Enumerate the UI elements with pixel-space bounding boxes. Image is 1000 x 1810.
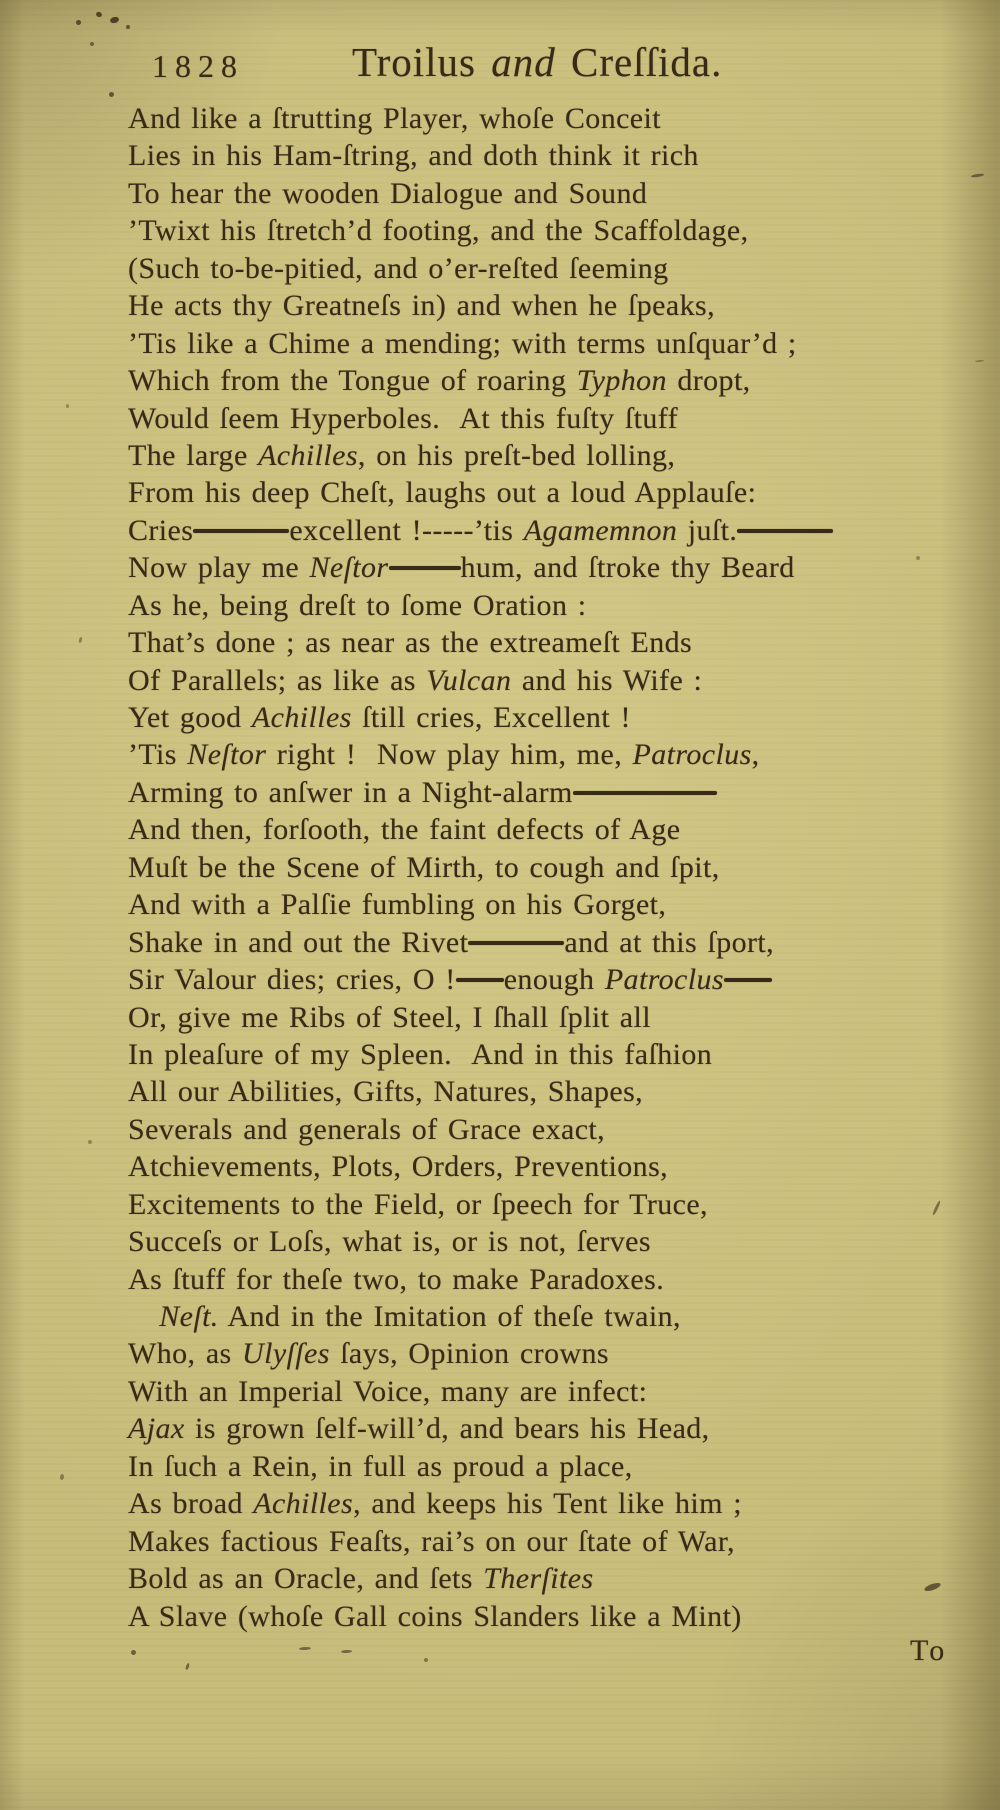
text-line: Yet good Achilles ſtill cries, Excellent ! [128,701,631,734]
text-line: In pleaſure of my Spleen. And in this faſhion [128,1037,713,1071]
text-line: Sir Valour dies; cries, O ! enough Patroclus [128,961,918,998]
text-line: Cries excellent !-----’tis Agamemnon juſt. [128,512,918,549]
text-line: A Slave (whoſe Gall coins Slanders like a Mint) [128,1599,742,1633]
text-line: Lies in his Ham-ſtring, and doth think it rich [128,139,699,173]
ink-speck [109,16,119,24]
ink-speck [424,1658,428,1662]
text-line: He acts thy Greatneſs in) and when he ſpeaks, [128,289,715,323]
text-line: As he, being dreſt to ſome Oration : [128,588,587,622]
text-line: To hear the wooden Dialogue and Sound [128,176,648,210]
text-line: Which from the Tongue of roaring Typhon dropt, [128,364,751,398]
page-number: 1828 [152,48,244,84]
ink-speck [971,173,984,178]
catchword: To [910,1634,948,1667]
ink-speck [90,42,94,46]
text-line: Now play me Neſtor hum, and ſtroke thy Beard [128,551,795,585]
text-line: The large Achilles, on his preſt-bed lolling, [128,438,676,472]
text-line: ’Tis like a Chime a mending; with terms unſquar’d ; [128,326,797,360]
text-line: Ajax is grown ſelf-will’d, and bears his Head, [128,1412,710,1446]
text-block [128,100,918,1635]
ink-speck [78,637,82,644]
ink-speck [341,1650,352,1654]
text-line: Severals and generals of Grace exact, [128,1112,606,1146]
ink-speck [975,360,984,363]
ink-speck [932,1200,941,1216]
text-line: Would ſeem Hyperboles. At this fuſty ſtuff [128,401,679,435]
text-line: ’Tis Neſtor right ! Now play him, me, Patroclus, [128,738,760,772]
text-line: Bold as an Oracle, and ſets Therſites [128,1562,594,1596]
ink-speck [131,1650,136,1655]
text-line: As ſtuff for theſe two, to make Paradoxes. [128,1262,665,1296]
text-line: Who, as Ulyſſes ſays, Opinion crowns [128,1337,610,1371]
text-line: Atchievements, Plots, Orders, Preventions, [128,1150,669,1184]
ink-speck [126,25,130,29]
ink-speck [95,11,102,18]
ink-speck [299,1647,311,1651]
ink-speck [109,92,114,97]
text-line: Muſt be the Scene of Mirth, to cough and ſpit, [128,850,720,884]
text-line: And then, forſooth, the faint defects of Age [128,813,681,847]
text-line: And like a ſtrutting Player, whoſe Conceit [128,102,661,135]
text-line: All our Abilities, Gifts, Natures, Shapes, [128,1075,644,1109]
text-line: Neſt. And in the Imitation of theſe twain, [159,1300,681,1333]
text-line: And with a Palſie fumbling on his Gorget, [128,888,667,922]
text-line: ’Twixt his ſtretch’d footing, and the Scaffoldage, [128,214,749,248]
ink-speck [88,1140,92,1144]
text-line: In ſuch a Rein, in full as proud a place, [128,1449,633,1483]
text-line: (Such to-be-pitied, and o’er-reſted ſeeming [128,251,669,285]
text-line: Excitements to the Field, or ſpeech for Truce, [128,1187,708,1221]
text-line: Of Parallels; as like as Vulcan and his Wife : [128,663,703,697]
text-line: As broad Achilles, and keeps his Tent like him ; [128,1487,742,1521]
ink-speck [185,1663,190,1671]
text-line: Arming to anſwer in a Night-alarm [128,774,918,811]
ink-speck [923,1581,941,1592]
ink-speck [60,1474,65,1481]
ink-speck [66,404,69,408]
text-line: Succeſs or Loſs, what is, or is not, ſerves [128,1225,651,1259]
text-line: Makes factious Feaſts, rai’s on our ſtate of War, [128,1524,735,1558]
text-line: From his deep Cheſt, laughs out a loud Applauſe: [128,476,757,510]
text-line: That’s done ; as near as the extreameſt Ends [128,626,693,660]
text-line: With an Imperial Voice, many are infect: [128,1374,648,1408]
ink-speck [76,20,81,25]
ink-speck [916,556,920,560]
text-line: Shake in and out the Rivet and at this ſport, [128,925,775,959]
page-title: Troilus and Creſſida. [352,39,723,85]
text-line: Or, give me Ribs of Steel, I ſhall ſplit all [128,1000,651,1034]
